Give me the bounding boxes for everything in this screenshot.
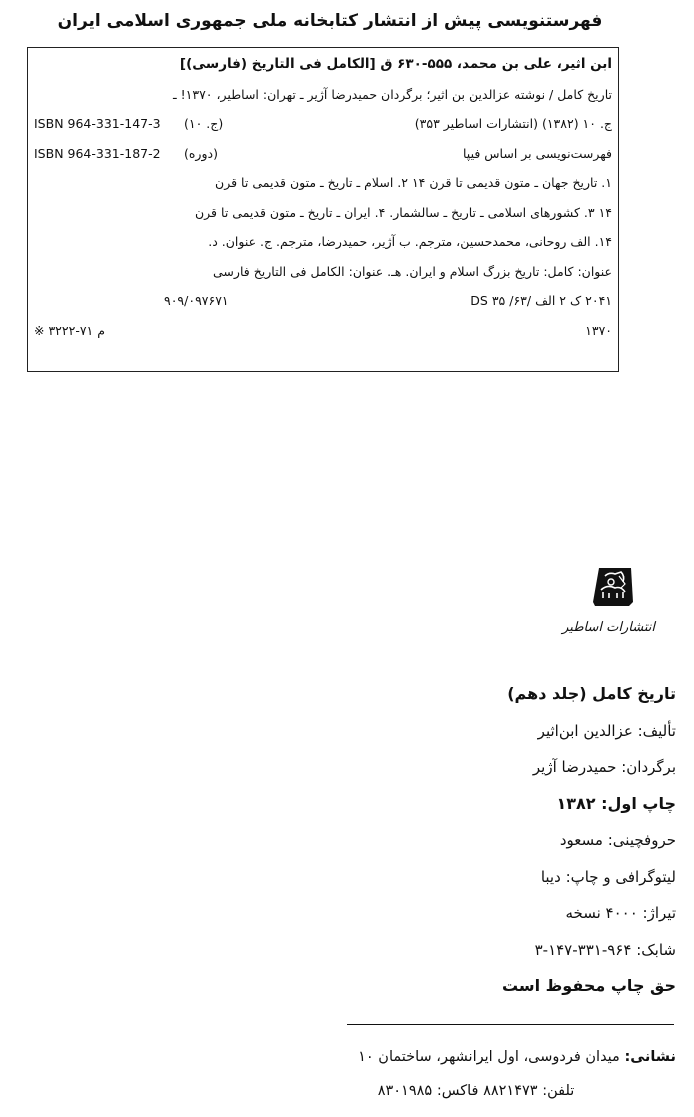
cip-subjects-1: ۱. تاریخ جهان ـ متون قدیمی تا قرن ۱۴ ۲. اسلام ـ تاریخ ـ متون قدیمی تا قرن [215, 175, 612, 190]
cip-title-statement: تاریخ کامل / نوشته عزالدین بن اثیر؛ برگردان حمیدرضا آژیر ـ تهران: اساطیر، ۱۳۷۰! ـ [173, 86, 612, 102]
book-title: تاریخ کامل (جلد دهم) [507, 684, 676, 703]
typesetting-line [276, 822, 676, 859]
cip-year: ۱۳۷۰ [585, 322, 612, 338]
circulation-value: ۴۰۰۰ نسخه [565, 904, 638, 922]
address-value: میدان فردوسی، اول ایرانشهر، ساختمان ۱۰ [358, 1049, 620, 1065]
cip-line-volume [34, 109, 612, 139]
fax-label: فاکس: [436, 1083, 479, 1099]
publisher-contact [256, 1040, 676, 1108]
cip-volume-series: ج. ۱۰ (۱۳۸۲) (انتشارات اساطیر ۳۵۳) [414, 116, 612, 131]
cip-line-main-entry [34, 50, 612, 80]
cip-line-classification [34, 286, 612, 316]
cip-line-subjects-1 [34, 168, 612, 198]
cip-added-titles: عنوان: کامل: تاریخ بزرگ اسلام و ایران. هـ. عنوان: الکامل فی التاریخ فارسی [213, 263, 612, 279]
cip-fipa-note: فهرست‌نویسی بر اساس فیپا [462, 145, 612, 161]
phone-value: ۸۸۲۱۴۷۳ [483, 1083, 538, 1099]
circulation-line [276, 895, 676, 932]
cip-line-set [34, 139, 612, 169]
cip-isbn-volume: ISBN 964-331-147-3 [34, 116, 161, 131]
colophon [276, 676, 676, 1005]
translator-value: حمیدرضا آژیر [532, 758, 617, 776]
cip-main-entry: ابن اثیر، علی بن محمد، ۵۵۵-۶۳۰ ق [الکامل فی التاریخ (فارسی)] [179, 56, 612, 72]
cip-added-entries: ۱۴. الف روحانی، محمدحسین، مترجم. ب آژیر، حمیدرضا، مترجم. ج. عنوان. د. [208, 234, 612, 249]
address-line [256, 1040, 676, 1074]
copyright-notice: حق چاپ محفوظ است [501, 976, 676, 995]
cip-line-added-entries [34, 227, 612, 257]
author-label: تألیف: [637, 721, 676, 740]
cip-heading: فهرستنویسی پیش از انتشار کتابخانه ملی جمهوری اسلامی ایران [57, 11, 603, 31]
author-value: عزالدین ابن‌اثیر [537, 721, 633, 740]
publisher-name: انتشارات اساطیر [562, 620, 655, 635]
printing-value: دیبا [540, 867, 561, 886]
cip-line-titles [34, 257, 612, 287]
cip-line-year [34, 316, 612, 346]
edition-value: ۱۳۸۲ [556, 793, 596, 813]
cip-subjects-2: ۱۴ ۳. کشورهای اسلامی ـ تاریخ ـ سالشمار. ۴. ایران ـ تاریخ ـ متون قدیمی تا قرن [194, 204, 612, 220]
publisher-emblem-icon [591, 566, 635, 608]
address-label: نشانی: [624, 1049, 676, 1065]
isbn-label: شابک: [636, 940, 676, 959]
isbn-line [276, 932, 676, 969]
phone-label: تلفن: [542, 1083, 575, 1099]
cip-record-number: م ۷۱-۳۲۲۲ ※ [34, 322, 105, 338]
printing-label: لیتوگرافی و چاپ: [565, 867, 676, 886]
cip-set-qualifier: (دوره) [184, 145, 218, 161]
author-line [276, 713, 676, 750]
cip-line-title [34, 80, 612, 110]
cip-line-subjects-2 [34, 198, 612, 228]
edition-line [276, 786, 676, 823]
phone-fax-line [256, 1074, 676, 1108]
fax-value: ۸۳۰۱۹۸۵ [377, 1083, 433, 1099]
printing-line [276, 859, 676, 896]
edition-label: چاپ اول: [601, 793, 676, 813]
translator-label: برگردان: [621, 758, 676, 776]
divider-rule [347, 1024, 674, 1025]
cip-volume-qualifier: (ج. ۱۰) [184, 116, 224, 131]
circulation-label: تیراژ: [642, 904, 676, 922]
typesetting-value: مسعود [559, 831, 603, 849]
typesetting-label: حروفچینی: [607, 831, 676, 849]
cip-dewey-class: ۹۰۹/۰۹۷۶۷۱ [164, 293, 229, 308]
isbn-value: ۹۶۴-۳۳۱-۱۴۷-۳ [534, 940, 632, 959]
cip-isbn-set: ISBN 964-331-187-2 [34, 145, 161, 161]
cip-record-box [27, 47, 619, 372]
translator-line [276, 749, 676, 786]
cip-lc-class: ۲۰۴۱ ک ۲ الف /۶۳/ DS ۳۵ [470, 293, 612, 308]
